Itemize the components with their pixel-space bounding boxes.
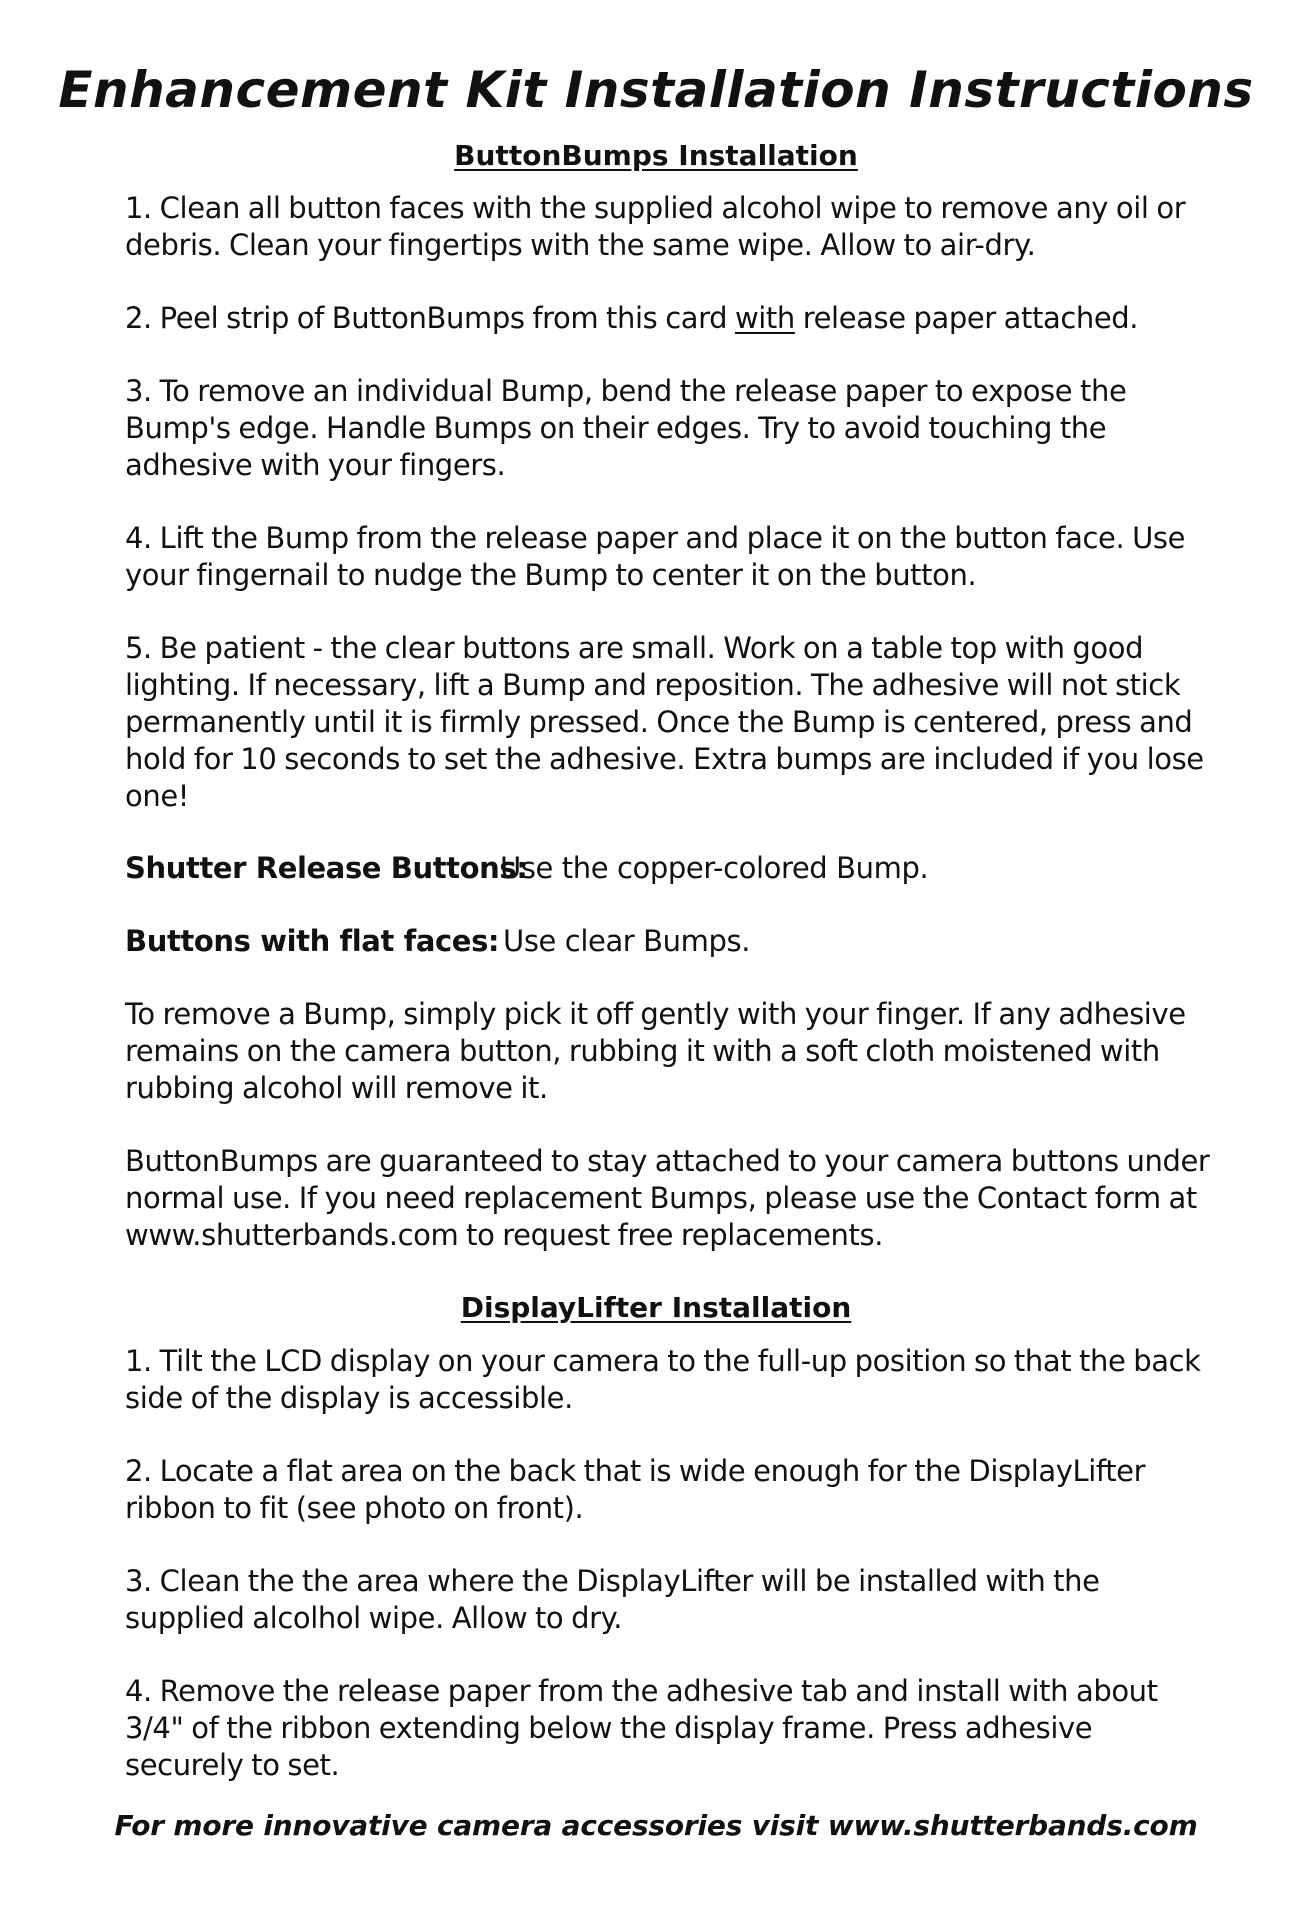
buttonbumps-heading: ButtonBumps Installation [454,139,858,172]
flat-faces-label: Buttons with flat faces: [125,924,500,958]
displaylifter-heading: DisplayLifter Installation [460,1291,852,1324]
displaylifter-step-4: 4. Remove the release paper from the adhesive tab and install with about 3/4" of the ribbon extending below the display frame. Press adhesive securely to set. [125,1674,1158,1782]
buttonbumps-step-5: 5. Be patient - the clear buttons are small. Work on a table top with good lighting. If necessary, lift a Bump and reposition. The adhesive will not stick permanently until it is firmly pressed. Once the Bump is centered, press and hold for 10 seconds to set the adhesive. Extra bumps are included if you lose one! [125,631,1204,813]
displaylifter-step-3: 3. Clean the the area where the DisplayLifter will be installed with the supplied alcolhol wipe. Allow to dry. [125,1564,1100,1635]
shutter-release-row [125,850,1225,887]
buttonbumps-step-3: 3. To remove an individual Bump, bend the release paper to expose the Bump's edge. Handle Bumps on their edges. Try to avoid touching the adhesive with your fingers. [125,374,1127,482]
displaylifter-step-1: 1. Tilt the LCD display on your camera to the full-up position so that the back side of the display is accessible. [125,1344,1201,1415]
displaylifter-step-2: 2. Locate a flat area on the back that is wide enough for the DisplayLifter ribbon to fit (see photo on front). [125,1454,1146,1525]
footer-promo: For more innovative camera accessories visit www.shutterbands.com [114,1809,1198,1842]
shutter-release-label: Shutter Release Buttons: [125,851,528,885]
shutter-release-value: Use the copper-colored Bump. [500,851,929,885]
flat-faces-value: Use clear Bumps. [503,924,751,958]
buttonbumps-step-2 [125,300,1215,337]
step-2-text-before: 2. Peel strip of ButtonBumps from this card [125,301,735,335]
step-2-underlined-word: with [734,301,795,335]
buttonbumps-step-1: 1. Clean all button faces with the supplied alcohol wipe to remove any oil or debris. Clean your fingertips with the same wipe. Allow to air-dry. [125,191,1186,262]
guarantee-paragraph: ButtonBumps are guaranteed to stay attached to your camera buttons under normal use. If you need replacement Bumps, please use the Contact form at www.shutterbands.com to request free replacements. [125,1144,1210,1252]
page-title: Enhancement Kit Installation Instructions [58,61,1254,119]
buttonbumps-step-4: 4. Lift the Bump from the release paper and place it on the button face. Use your fingernail to nudge the Bump to center it on the button. [125,521,1186,592]
flat-faces-row [125,923,1225,960]
remove-bump-paragraph: To remove a Bump, simply pick it off gently with your finger. If any adhesive remains on the camera button, rubbing it with a soft cloth moistened with rubbing alcohol will remove it. [125,997,1186,1105]
step-2-text-after: release paper attached. [794,301,1139,335]
